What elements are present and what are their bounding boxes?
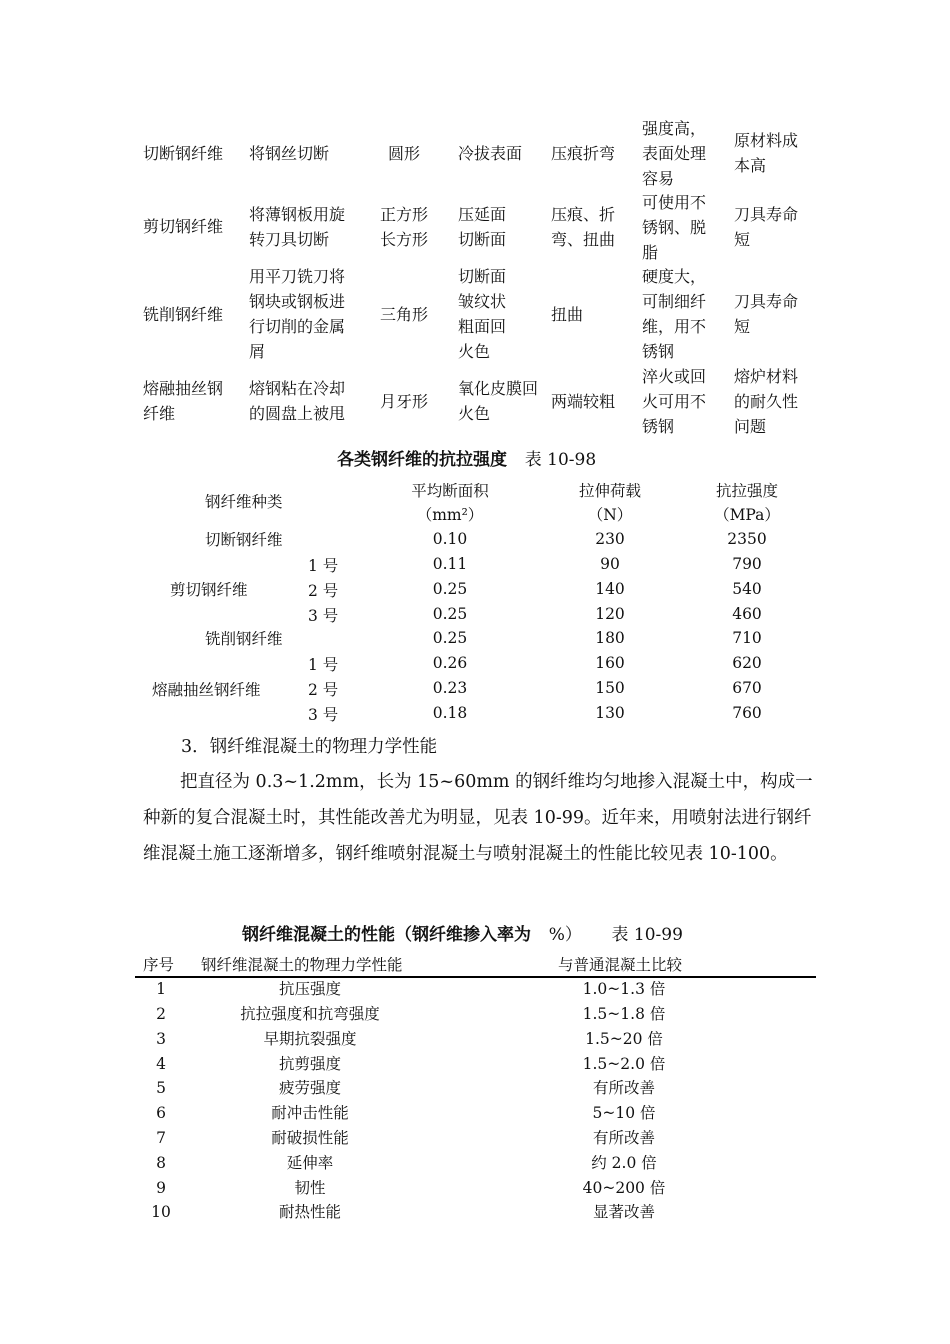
- load-value: 180: [595, 629, 625, 647]
- row-number: 2: [156, 1005, 166, 1023]
- row-number: 7: [156, 1129, 166, 1147]
- table-cell: 可使用不锈钢、脱脂: [642, 193, 707, 262]
- table-cell: 熔融抽丝钢纤维: [143, 379, 224, 423]
- area-value: 0.26: [432, 654, 468, 672]
- table-cell: 将钢丝切断: [249, 144, 330, 163]
- table-cell: 切断面皱纹状粗面回火色: [458, 267, 507, 361]
- strength-value: 710: [732, 629, 762, 647]
- area-value: 0.25: [432, 605, 468, 623]
- table-caption: [242, 920, 683, 945]
- column-header: 钢纤维混凝土的物理力学性能: [201, 956, 403, 974]
- column-header: 平均断面积: [411, 482, 489, 500]
- subtype-label: 1 号: [308, 557, 339, 575]
- comparison-value: 1.0~1.3 倍: [582, 980, 666, 998]
- subtype-label: 3 号: [308, 706, 339, 724]
- table-cell: 淬火或回火可用不锈钢: [642, 367, 707, 436]
- section-heading: 3．钢纤维混凝土的物理力学性能: [181, 737, 438, 757]
- subtype-label: 2 号: [308, 582, 339, 600]
- comparison-value: 显著改善: [592, 1203, 655, 1221]
- property-name: 耐冲击性能: [271, 1104, 349, 1122]
- table-cell: 正方形长方形: [380, 205, 429, 249]
- table-cell: 压痕折弯: [551, 144, 616, 163]
- caption-title: 各类钢纤维的抗拉强度: [337, 450, 507, 470]
- comparison-value: 1.5~1.8 倍: [582, 1005, 666, 1023]
- table-cell: 两端较粗: [551, 392, 616, 411]
- property-name: 延伸率: [286, 1154, 334, 1172]
- column-header: 与普通混凝土比较: [558, 956, 683, 974]
- property-name: 韧性: [294, 1179, 326, 1197]
- row-number: 10: [151, 1203, 171, 1221]
- strength-value: 760: [732, 704, 762, 722]
- load-value: 160: [595, 654, 625, 672]
- group-label: 剪切钢纤维: [170, 581, 248, 599]
- area-value: 0.23: [432, 679, 468, 697]
- table-cell: 熔炉材料的耐久性问题: [734, 367, 799, 436]
- property-name: 耐破损性能: [271, 1129, 349, 1147]
- table-cell: 扭曲: [551, 305, 584, 324]
- strength-value: 2350: [727, 530, 767, 548]
- strength-value: 790: [732, 555, 762, 573]
- body-paragraph: 把直径为 0.3~1.2mm，长为 15~60mm 的钢纤维均匀地掺入混凝土中，构成一种新的复合混凝土时，其性能改善尤为明显，见表 10-99。近年来，用喷射法进行钢纤维混凝土施工逐渐增多，钢纤维喷射混凝土与喷射混凝土的性能比较见表 10-100。: [143, 772, 813, 864]
- comparison-value: 约 2.0 倍: [591, 1154, 657, 1172]
- table-cell: 压延面切断面: [458, 205, 507, 249]
- table-cell: 刀具寿命短: [734, 292, 799, 336]
- column-header: 钢纤维种类: [205, 493, 283, 511]
- row-number: 5: [156, 1079, 166, 1097]
- subtype-label: 2 号: [308, 681, 339, 699]
- table-number: 表 10-99: [611, 925, 683, 945]
- load-value: 130: [595, 704, 625, 722]
- table-cell: 用平刀铣刀将钢块或钢板进行切削的金属屑: [249, 267, 346, 361]
- table-number: 表 10-98: [524, 450, 597, 470]
- column-header: 抗拉强度: [715, 482, 778, 500]
- property-name: 抗拉强度和抗弯强度: [240, 1005, 380, 1023]
- subtype-label: 1 号: [308, 656, 339, 674]
- table-cell: 原材料成本高: [734, 131, 799, 175]
- property-name: 耐热性能: [278, 1203, 341, 1221]
- strength-value: 540: [732, 580, 762, 598]
- row-number: 8: [156, 1154, 166, 1172]
- load-value: 140: [595, 580, 625, 598]
- table-cell: 硬度大，可制细纤维，用不锈钢: [642, 267, 707, 361]
- caption-title: 钢纤维混凝土的性能（钢纤维掺入率为: [242, 925, 531, 945]
- strength-value: 460: [732, 605, 762, 623]
- table-cell: 圆形: [388, 144, 421, 163]
- column-header: 拉伸荷载: [578, 482, 641, 500]
- column-unit: （MPa）: [714, 506, 780, 524]
- table-cell: 熔钢粘在冷却的圆盘上被甩: [249, 379, 346, 423]
- load-value: 120: [595, 605, 625, 623]
- comparison-value: 40~200 倍: [582, 1179, 666, 1197]
- area-value: 0.11: [432, 555, 468, 573]
- table-cell: 切断钢纤维: [143, 144, 224, 163]
- row-number: 9: [156, 1179, 166, 1197]
- column-unit: （N）: [587, 506, 633, 524]
- column-header: 序号: [143, 956, 175, 974]
- group-label: 熔融抽丝钢纤维: [152, 681, 261, 699]
- row-number: 4: [156, 1055, 166, 1073]
- property-name: 疲劳强度: [278, 1079, 341, 1097]
- row-number: 6: [156, 1104, 166, 1122]
- load-value: 230: [595, 530, 625, 548]
- table-caption: [337, 445, 596, 470]
- table-cell: 月牙形: [380, 392, 429, 411]
- comparison-value: 有所改善: [592, 1079, 655, 1097]
- table-cell: 冷拔表面: [458, 144, 523, 163]
- table-cell: 三角形: [380, 305, 429, 324]
- load-value: 150: [595, 679, 625, 697]
- table-cell: 剪切钢纤维: [143, 217, 224, 236]
- group-label: 铣削钢纤维: [205, 630, 283, 648]
- strength-value: 620: [732, 654, 762, 672]
- caption-tail: %）: [548, 925, 582, 945]
- table-cell: 压痕、折弯、扭曲: [551, 205, 616, 249]
- row-number: 3: [156, 1030, 166, 1048]
- comparison-value: 5~10 倍: [592, 1104, 656, 1122]
- area-value: 0.25: [432, 629, 468, 647]
- load-value: 90: [600, 555, 620, 573]
- property-name: 抗压强度: [278, 980, 341, 998]
- comparison-value: 有所改善: [592, 1129, 655, 1147]
- table-cell: 刀具寿命短: [734, 205, 799, 249]
- strength-value: 670: [732, 679, 762, 697]
- comparison-value: 1.5~2.0 倍: [582, 1055, 666, 1073]
- row-number: 1: [156, 980, 166, 998]
- table-cell: 氧化皮膜回火色: [458, 379, 539, 423]
- area-value: 0.18: [432, 704, 468, 722]
- subtype-label: 3 号: [308, 607, 339, 625]
- property-name: 早期抗裂强度: [263, 1030, 357, 1048]
- table-cell: 铣削钢纤维: [143, 305, 224, 324]
- column-unit: （mm²）: [416, 506, 484, 524]
- property-name: 抗剪强度: [278, 1055, 341, 1073]
- area-value: 0.25: [432, 580, 468, 598]
- table-cell: 强度高，表面处理容易: [642, 119, 707, 188]
- comparison-value: 1.5~20 倍: [585, 1030, 663, 1048]
- group-label: 切断钢纤维: [205, 531, 283, 549]
- table-cell: 将薄钢板用旋转刀具切断: [249, 205, 346, 249]
- area-value: 0.10: [432, 530, 468, 548]
